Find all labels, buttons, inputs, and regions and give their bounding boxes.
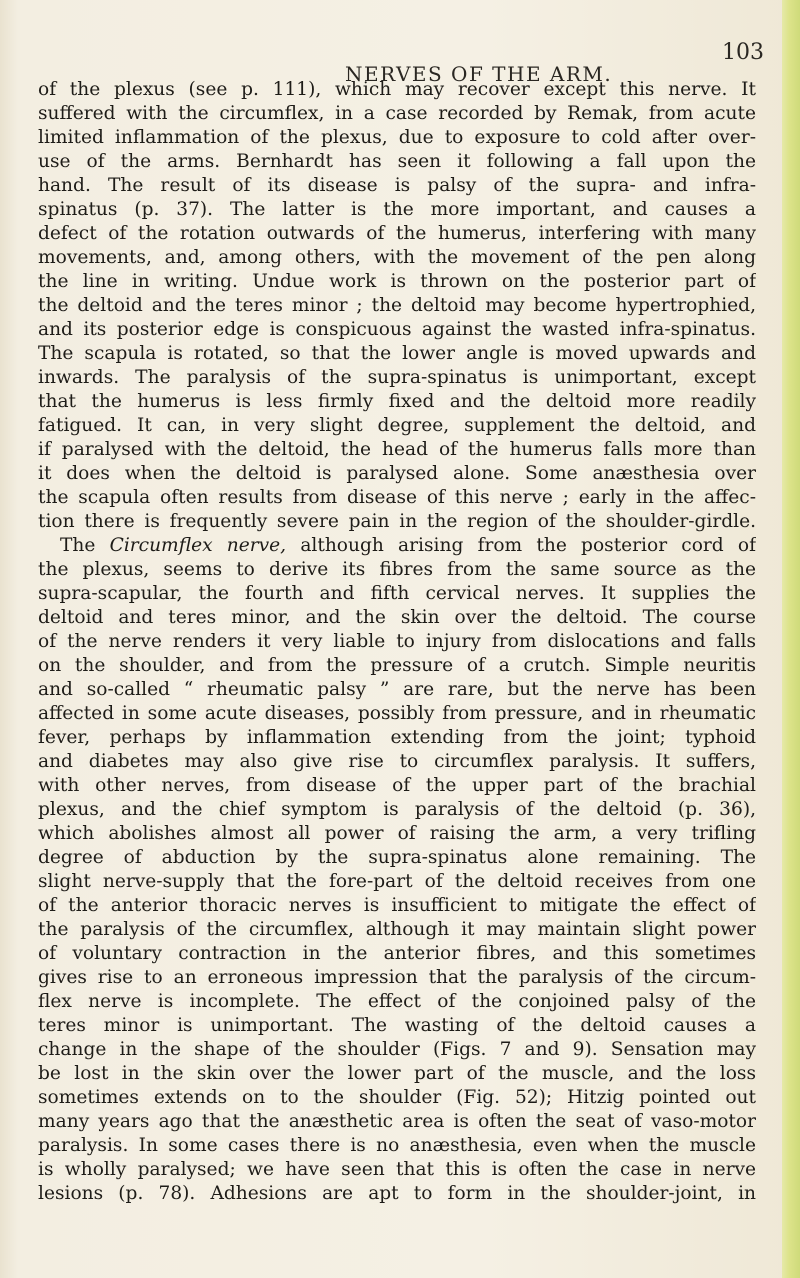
text-line: fever, perhaps by inflammation extending from the joint; typhoid: [38, 727, 756, 748]
paragraph-1: [38, 78, 756, 534]
text-line: of the nerve renders it very liable to injury from dislocations and falls: [38, 631, 756, 652]
page-header: [0, 40, 800, 86]
text-line: the paralysis of the circumflex, although it may maintain slight power: [38, 919, 756, 940]
text-line: is wholly paralysed; we have seen that this is often the case in nerve: [38, 1159, 756, 1180]
text-line: be lost in the skin over the lower part of the muscle, and the loss: [38, 1063, 756, 1084]
text-line: and its posterior edge is conspicuous against the wasted infra-spinatus.: [38, 319, 756, 340]
text-line: flex nerve is incomplete. The effect of the conjoined palsy of the: [38, 991, 756, 1012]
text-line: spinatus (p. 37). The latter is the more important, and causes a: [38, 199, 756, 220]
text-line: slight nerve-supply that the fore-part of the deltoid receives from one: [38, 871, 756, 892]
text-line: teres minor is unimportant. The wasting of the deltoid causes a: [38, 1015, 756, 1036]
text-line: of voluntary contraction in the anterior fibres, and this sometimes: [38, 943, 756, 964]
text-line: many years ago that the anæsthetic area is often the seat of vaso-motor: [38, 1111, 756, 1132]
text-line: the line in writing. Undue work is thrown on the posterior part of: [38, 271, 756, 292]
text-line: limited inflammation of the plexus, due to exposure to cold after over-: [38, 127, 756, 148]
text-line: The scapula is rotated, so that the lower angle is moved upwards and: [38, 343, 756, 364]
text-line: of the anterior thoracic nerves is insufficient to mitigate the effect of: [38, 895, 756, 916]
text-line: if paralysed with the deltoid, the head of the humerus falls more than: [38, 439, 756, 460]
text-line: plexus, and the chief symptom is paralysis of the deltoid (p. 36),: [38, 799, 756, 820]
section-term-circumflex-nerve: Circumflex nerve,: [109, 535, 287, 556]
text-line: deltoid and teres minor, and the skin over the deltoid. The course: [38, 607, 756, 628]
text-line: it does when the deltoid is paralysed alone. Some anæsthesia over: [38, 463, 756, 484]
text-line: inwards. The paralysis of the supra-spinatus is unimportant, except: [38, 367, 756, 388]
text-line: and so-called “ rheumatic palsy ” are rare, but the nerve has been: [38, 679, 756, 700]
text-line: hand. The result of its disease is palsy of the supra- and infra-: [38, 175, 756, 196]
text-line: paralysis. In some cases there is no anæsthesia, even when the muscle: [38, 1135, 756, 1156]
text-line: the scapula often results from disease of this nerve ; early in the affec-: [38, 487, 756, 508]
text-line: on the shoulder, and from the pressure of a crutch. Simple neuritis: [38, 655, 756, 676]
text-line: supra-scapular, the fourth and fifth cervical nerves. It supplies the: [38, 583, 756, 604]
text-line: of the plexus (see p. 111), which may recover except this nerve. It: [38, 79, 756, 100]
text-line: lesions (p. 78). Adhesions are apt to form in the shoulder-joint, in: [38, 1183, 756, 1204]
first-line-rest: although arising from the posterior cord of: [286, 535, 756, 556]
text-line: that the humerus is less firmly fixed and the deltoid more readily: [38, 391, 756, 412]
text-line: defect of the rotation outwards of the humerus, interfering with many: [38, 223, 756, 244]
text-line: degree of abduction by the supra-spinatus alone remaining. The: [38, 847, 756, 868]
text-line: fatigued. It can, in very slight degree, supplement the deltoid, and: [38, 415, 756, 436]
page-edge: [782, 0, 800, 1278]
text-line: change in the shape of the shoulder (Figs. 7 and 9). Sensation may: [38, 1039, 756, 1060]
paragraph-2: [38, 534, 756, 1206]
paragraph-2-first-line: [38, 534, 756, 558]
text-line: movements, and, among others, with the movement of the pen along: [38, 247, 756, 268]
page-number: 103: [722, 40, 764, 65]
running-head: NERVES OF THE ARM.: [345, 62, 613, 86]
text-line: with other nerves, from disease of the upper part of the brachial: [38, 775, 756, 796]
text-line: the deltoid and the teres minor ; the deltoid may become hypertrophied,: [38, 295, 756, 316]
text-line: affected in some acute diseases, possibly from pressure, and in rheumatic: [38, 703, 756, 724]
body-text: [38, 78, 756, 1206]
text-line: which abolishes almost all power of raising the arm, a very trifling: [38, 823, 756, 844]
text-line: tion there is frequently severe pain in the region of the shoulder-girdle.: [38, 511, 756, 532]
text-line: and diabetes may also give rise to circumflex paralysis. It suffers,: [38, 751, 756, 772]
text-line: gives rise to an erroneous impression that the paralysis of the circum-: [38, 967, 756, 988]
text-line: sometimes extends on to the shoulder (Fig. 52); Hitzig pointed out: [38, 1087, 756, 1108]
text-line: the plexus, seems to derive its fibres from the same source as the: [38, 559, 756, 580]
text-line: suffered with the circumflex, in a case recorded by Remak, from acute: [38, 103, 756, 124]
lead-in: The: [60, 535, 110, 556]
text-line: use of the arms. Bernhardt has seen it following a fall upon the: [38, 151, 756, 172]
